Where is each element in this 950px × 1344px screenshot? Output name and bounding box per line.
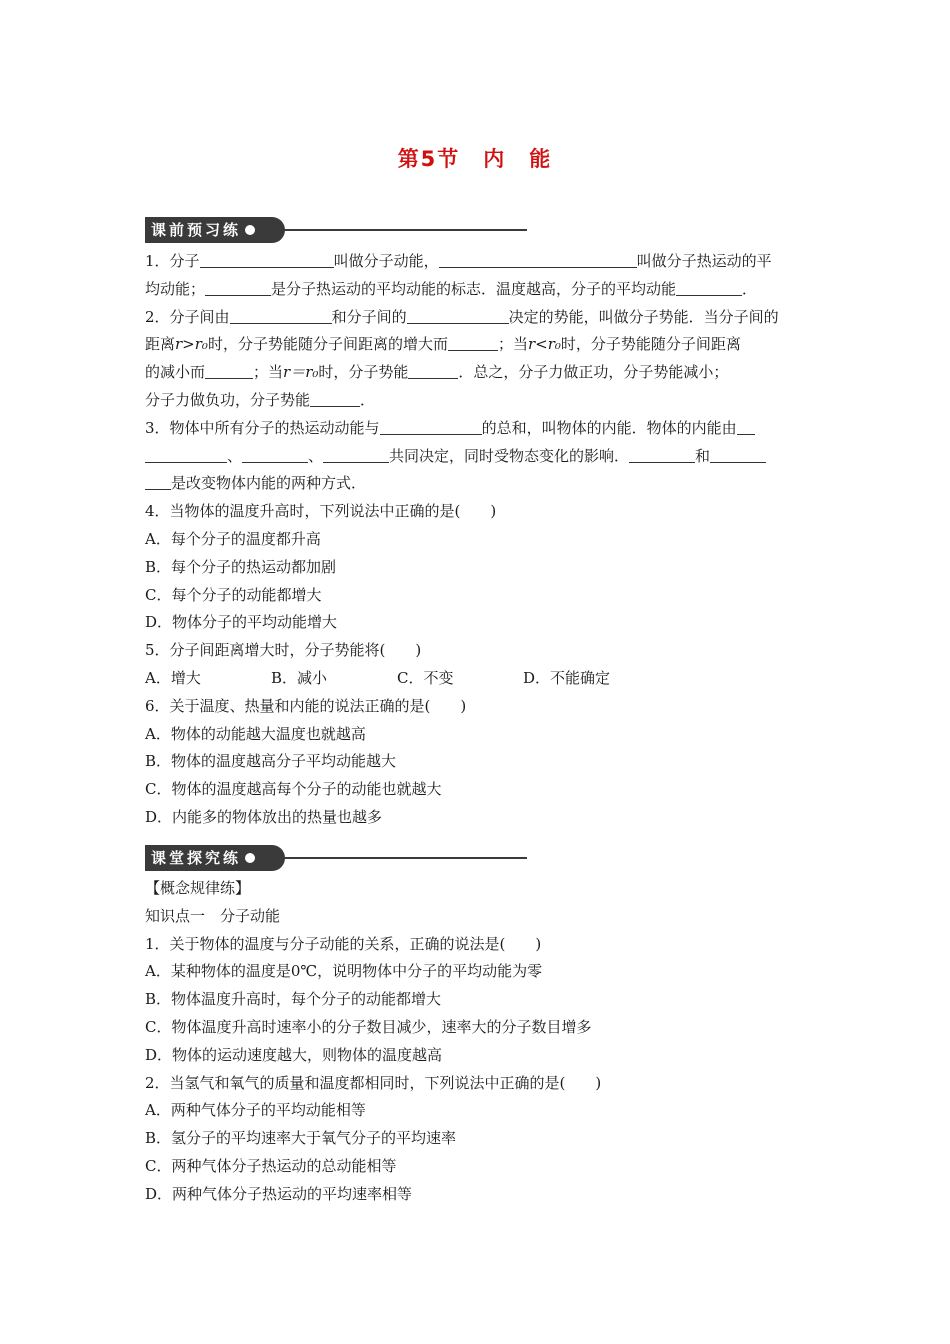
- section-header-explore: [145, 845, 527, 871]
- option[interactable]: D．不能确定: [523, 668, 611, 687]
- question-text: ．: [360, 390, 376, 409]
- fill-blank[interactable]: [407, 305, 509, 324]
- formula: r＝r₀: [283, 363, 319, 382]
- question-text: 时，分子势能随分子间距离的增大而: [207, 335, 448, 354]
- question-text: 和: [695, 446, 711, 465]
- question-text: 、: [227, 446, 243, 465]
- question-stem: 4．当物体的温度升高时，下列说法中正确的是( ): [145, 502, 497, 521]
- question-number: 3．: [145, 418, 170, 437]
- question-text: 分子力做负功，分子势能: [145, 390, 311, 409]
- option[interactable]: C．物体的温度越高每个分子的动能也就越大: [145, 780, 442, 799]
- question-text: 物体中所有分子的热运动动能与: [169, 418, 380, 437]
- option[interactable]: A．两种气体分子的平均动能相等: [145, 1101, 366, 1120]
- fill-blank[interactable]: [145, 444, 227, 463]
- question-text: ．: [742, 279, 758, 298]
- question-number: 2．: [145, 307, 170, 326]
- page-title: 第5节 内 能: [397, 147, 553, 171]
- question-text: 决定的势能，叫做分子势能．当分子间的: [508, 307, 779, 326]
- question-text: 距离: [145, 335, 176, 354]
- option[interactable]: A．增大: [145, 668, 201, 687]
- section-header-preview: [145, 217, 527, 243]
- question-stem: 6．关于温度、热量和内能的说法正确的是( ): [145, 696, 467, 715]
- fill-blank[interactable]: [205, 277, 271, 296]
- question-text: 叫做分子热运动的平: [636, 252, 772, 270]
- question-text: 分子: [169, 252, 200, 270]
- subheading: 【概念规律练】: [145, 879, 251, 897]
- section-tab: [145, 217, 285, 243]
- question-stem: 2．当氢气和氧气的质量和温度都相同时，下列说法中正确的是( ): [145, 1073, 602, 1092]
- option[interactable]: A．某种物体的温度是0℃，说明物体中分子的平均动能为零: [145, 962, 543, 981]
- fill-blank[interactable]: [145, 471, 171, 490]
- fill-blank[interactable]: [230, 305, 332, 324]
- option[interactable]: D．物体分子的平均动能增大: [145, 613, 338, 632]
- question-text: 时，分子势能随分子间距离: [560, 335, 741, 354]
- option[interactable]: B．氢分子的平均速率大于氧气分子的平均速率: [145, 1129, 457, 1148]
- question-line: [145, 443, 810, 471]
- question-text: 均动能；: [145, 279, 206, 298]
- fill-blank[interactable]: [323, 444, 389, 463]
- question-line: [145, 276, 810, 304]
- fill-blank[interactable]: [448, 332, 498, 351]
- option[interactable]: B．减小: [271, 668, 328, 687]
- bullet-dot-icon: [245, 853, 255, 863]
- option[interactable]: D．物体的运动速度越大，则物体的温度越高: [145, 1045, 443, 1064]
- bullet-dot-icon: [245, 225, 255, 235]
- question-text: 时，分子势能: [318, 363, 409, 382]
- question-line: [145, 387, 810, 415]
- section-rule: [283, 229, 527, 231]
- option[interactable]: A．每个分子的温度都升高: [145, 529, 321, 548]
- question-text: 的减小而: [145, 363, 206, 382]
- section-label: 课堂探究练: [151, 849, 242, 867]
- option[interactable]: C．物体温度升高时速率小的分子数目减少，速率大的分子数目增多: [145, 1017, 592, 1036]
- section-tab: [145, 845, 285, 871]
- question-stem: 5．分子间距离增大时，分子势能将( ): [145, 641, 422, 660]
- fill-blank[interactable]: [629, 444, 695, 463]
- question-line: [145, 359, 810, 387]
- option[interactable]: B．物体温度升高时，每个分子的动能都增大: [145, 990, 442, 1009]
- question-number: 1．: [145, 252, 170, 270]
- question-text: ．总之，分子力做正功，分子势能减小；: [458, 363, 729, 382]
- option[interactable]: B．物体的温度越高分子平均动能越大: [145, 752, 397, 771]
- option[interactable]: D．内能多的物体放出的热量也越多: [145, 807, 383, 826]
- option[interactable]: B．每个分子的热运动都加剧: [145, 557, 337, 576]
- preview-questions: [145, 248, 810, 832]
- fill-blank[interactable]: [205, 360, 253, 379]
- formula: r<r₀: [527, 335, 561, 354]
- knowledge-point: 知识点一 分子动能: [145, 906, 281, 925]
- question-stem: 1．关于物体的温度与分子动能的关系，正确的说法是( ): [145, 934, 542, 953]
- question-line: [145, 470, 810, 498]
- question-text: ；当: [253, 363, 284, 382]
- option[interactable]: C．不变: [397, 668, 454, 687]
- question-text: 的总和，叫物体的内能．物体的内能由: [481, 418, 737, 437]
- fill-blank[interactable]: [310, 388, 360, 407]
- question-text: 共同决定，同时受物态变化的影响．: [389, 446, 630, 465]
- fill-blank[interactable]: [710, 444, 766, 463]
- question-text: 和分子间的: [331, 307, 407, 326]
- option[interactable]: C．每个分子的动能都增大: [145, 585, 322, 604]
- section-rule: [283, 857, 527, 859]
- question-line: [145, 415, 810, 443]
- question-text: 是改变物体内能的两种方式．: [171, 474, 367, 493]
- fill-blank[interactable]: [737, 416, 755, 435]
- fill-blank[interactable]: [676, 277, 742, 296]
- option-row: [145, 665, 810, 693]
- fill-blank[interactable]: [439, 249, 637, 268]
- fill-blank[interactable]: [408, 360, 458, 379]
- question-line: [145, 248, 810, 276]
- option[interactable]: A．物体的动能越大温度也就越高: [145, 724, 366, 743]
- question-line: [145, 331, 810, 359]
- question-text: ；当: [497, 335, 528, 354]
- explore-questions: [145, 875, 810, 1209]
- section-label: 课前预习练: [151, 221, 242, 239]
- fill-blank[interactable]: [200, 249, 334, 268]
- option[interactable]: C．两种气体分子热运动的总动能相等: [145, 1156, 397, 1175]
- option[interactable]: D．两种气体分子热运动的平均速率相等: [145, 1184, 413, 1203]
- question-line: [145, 304, 810, 332]
- question-text: 分子间由: [169, 307, 230, 326]
- formula: r>r₀: [175, 335, 208, 354]
- fill-blank[interactable]: [242, 444, 308, 463]
- question-text: 是分子热运动的平均动能的标志．温度越高，分子的平均动能: [271, 279, 677, 298]
- question-text: 叫做分子动能，: [333, 252, 439, 270]
- fill-blank[interactable]: [380, 416, 482, 435]
- question-text: 、: [308, 446, 324, 465]
